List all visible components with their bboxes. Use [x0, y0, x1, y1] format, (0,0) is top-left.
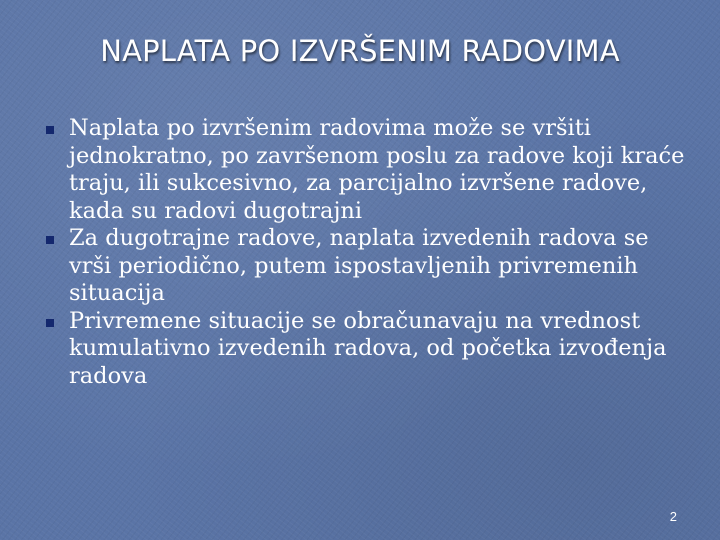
bullet-text: Naplata po izvršenim radovima može se vršiti jednokratno, po završenom poslu za radove koji kraće traju, ili sukcesivno, za parcijalno izvršene radove, kada su radovi dugotrajni — [69, 115, 685, 224]
square-bullet-icon — [46, 126, 54, 134]
square-bullet-icon — [46, 319, 54, 327]
bullet-text: Za dugotrajne radove, naplata izvedenih radova se vrši periodično, putem ispostavljenih privremenih situacija — [69, 225, 649, 306]
bullet-item — [0, 225, 720, 308]
bullet-item — [0, 115, 720, 225]
slide-number: 2 — [669, 509, 677, 524]
bullet-item — [0, 308, 720, 391]
bullet-list — [0, 115, 720, 390]
square-bullet-icon — [46, 236, 54, 244]
bullet-text: Privremene situacije se obračunavaju na vrednost kumulativno izvedenih radova, od početka izvođenja radova — [69, 307, 667, 389]
slide-title: NAPLATA PO IZVRŠENIM RADOVIMA — [100, 34, 620, 68]
